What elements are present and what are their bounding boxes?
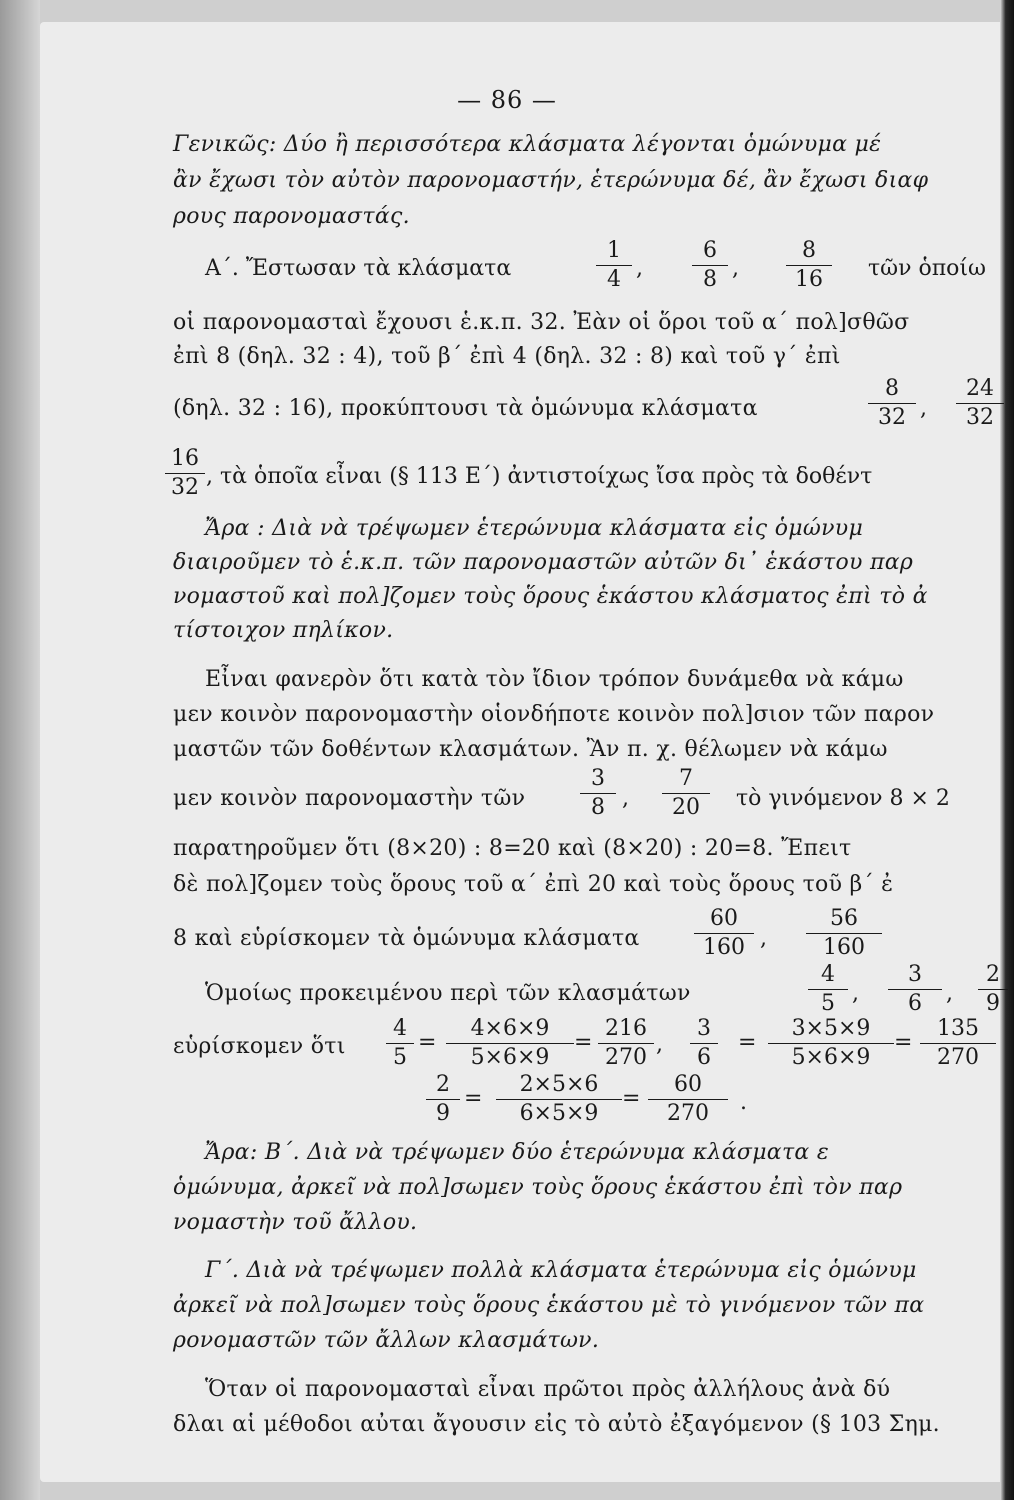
definition-line-3: ρους παρονομαστάς. [173,204,410,229]
fraction: 60 160 [694,906,754,961]
section-a-line-5: , τὰ ὁποῖα εἶναι (§ 113 Ε΄) ἀντιστοίχως ἴσα πρὸς τὰ δοθέντ [206,464,873,489]
fraction: 3×5×9 5×6×9 [768,1016,894,1071]
section-a-line-3: ἐπὶ 8 (δηλ. 32 : 4), τοῦ β΄ ἐπὶ 4 (δηλ. 32 : 8) καὶ τοῦ γ΄ ἐπὶ [173,344,841,369]
rule-1-line-2: διαιροῦμεν τὸ ἑ.κ.π. τῶν παρονομαστῶν αὐτῶν δι᾽ ἑκάστου παρ [173,550,914,575]
fraction: 4 5 [808,962,848,1017]
rule-3-line-2: ἀρκεῖ νὰ πολ]σωμεν τοὺς ὅρους ἑκάστου μὲ τὸ γινόμενον τῶν πα [173,1293,925,1318]
para-2-line-7: 8 καὶ εὑρίσκομεν τὰ ὁμώνυμα κλάσματα [173,926,640,951]
fraction: 3 6 [888,962,942,1017]
definition-line-2: ἂν ἔχωσι τὸν αὐτὸν παρονομαστήν, ἑτερώνυμα δέ, ἂν ἔχωσι διαφ [173,168,929,193]
para-2-line-2: μεν κοινὸν παρονομαστὴν οἱονδήποτε κοινὸν πολ]σιον τῶν παρον [173,702,935,727]
fraction: 3 6 [690,1016,718,1071]
fraction: 60 270 [648,1072,728,1127]
page-number: — 86 — [457,86,557,114]
fraction: 8 32 [868,376,916,431]
fraction: 2×5×6 6×5×9 [496,1072,622,1127]
fraction: 16 32 [165,446,205,501]
rule-1-line-4: τίστοιχον πηλίκον. [173,618,394,643]
fraction: 8 16 [786,238,832,293]
section-a-tail: τῶν ὁποίω [868,256,986,281]
para-2-line-5: παρατηροῦμεν ὅτι (8×20) : 8=20 καὶ (8×20) : 20=8. Ἔπειτ [173,836,852,861]
rule-2-line-2: ὁμώνυμα, ἀρκεῖ νὰ πολ]σωμεν τοὺς ὅρους ἑκάστου ἐπὶ τὸν παρ [173,1175,903,1200]
fraction: 3 8 [580,766,616,821]
fraction: 2 9 [426,1072,460,1127]
rule-2-line-1: Ἄρα: Β΄. Διὰ νὰ τρέψωμεν δύο ἑτερώνυμα κλάσματα ε [205,1140,829,1165]
fraction: 7 20 [662,766,710,821]
para-2-line-4: μεν κοινὸν παρονομαστὴν τῶν [173,786,526,811]
rule-3-line-1: Γ΄. Διὰ νὰ τρέψωμεν πολλὰ κλάσματα ἑτερώνυμα εἰς ὁμώνυμ [205,1258,917,1283]
fraction: 135 270 [920,1016,996,1071]
fraction: 4 5 [386,1016,414,1071]
fraction: 24 32 [956,376,1004,431]
definition-line-1: Γενικῶς: Δύο ἢ περισσότερα κλάσματα λέγονται ὁμώνυμα μέ [173,132,882,157]
section-a-line-4: (δηλ. 32 : 16), προκύπτουσι τὰ ὁμώνυμα κλάσματα [173,396,758,421]
para-2-line-4-tail: τὸ γινόμενον 8 × 2 [736,786,950,811]
para-3-line-1: Ὁμοίως προκειμένου περὶ τῶν κλασμάτων [205,981,691,1006]
para-4-line-1: Ὅταν οἱ παρονομασταὶ εἶναι πρῶτοι πρὸς ἀλλήλους ἀνὰ δύ [205,1377,891,1402]
section-a-intro: Α΄. Ἔστωσαν τὰ κλάσματα [205,256,512,281]
fraction: 56 160 [806,906,882,961]
para-2-line-6: δὲ πολ]ζομεν τοὺς ὅρους τοῦ α΄ ἐπὶ 20 καὶ τοὺς ὅρους τοῦ β΄ ἐ [173,872,894,897]
section-a-line-2: οἱ παρονομασταὶ ἔχουσι ἑ.κ.π. 32. Ἐὰν οἱ ὅροι τοῦ α΄ πολ]σθῶσ [173,310,910,335]
rule-1-line-3: νομαστοῦ καὶ πολ]ζομεν τοὺς ὅρους ἑκάστου κλάσματος ἐπὶ τὸ ἀ [173,584,928,609]
fraction: 4×6×9 5×6×9 [446,1016,574,1071]
scan-edge-right [1000,0,1014,1500]
fraction: 1 4 [596,238,632,293]
rule-2-line-3: νομαστὴν τοῦ ἄλλου. [173,1210,418,1235]
fraction: 6 8 [692,238,728,293]
rule-3-line-3: ρονομαστῶν τῶν ἄλλων κλασμάτων. [173,1328,600,1353]
fraction: 216 270 [598,1016,654,1071]
rule-1-line-1: Ἄρα : Διὰ νὰ τρέψωμεν ἑτερώνυμα κλάσματα εἰς ὁμώνυμ [205,516,864,541]
scan-edge-left [0,0,40,1500]
para-4-line-2: δλαι αἱ μέθοδοι αὐται ἄγουσιν εἰς τὸ αὐτὸ ἐξαγόμενον (§ 103 Σημ. [173,1412,940,1437]
para-3-line-2: εὑρίσκομεν ὅτι [173,1034,346,1059]
para-2-line-1: Εἶναι φανερὸν ὅτι κατὰ τὸν ἴδιον τρόπον δυνάμεθα νὰ κάμω [205,667,904,692]
para-2-line-3: μαστῶν τῶν δοθέντων κλασμάτων. Ἂν π. χ. θέλωμεν νὰ κάμω [173,737,888,762]
fraction: 2 9 [978,962,1008,1017]
